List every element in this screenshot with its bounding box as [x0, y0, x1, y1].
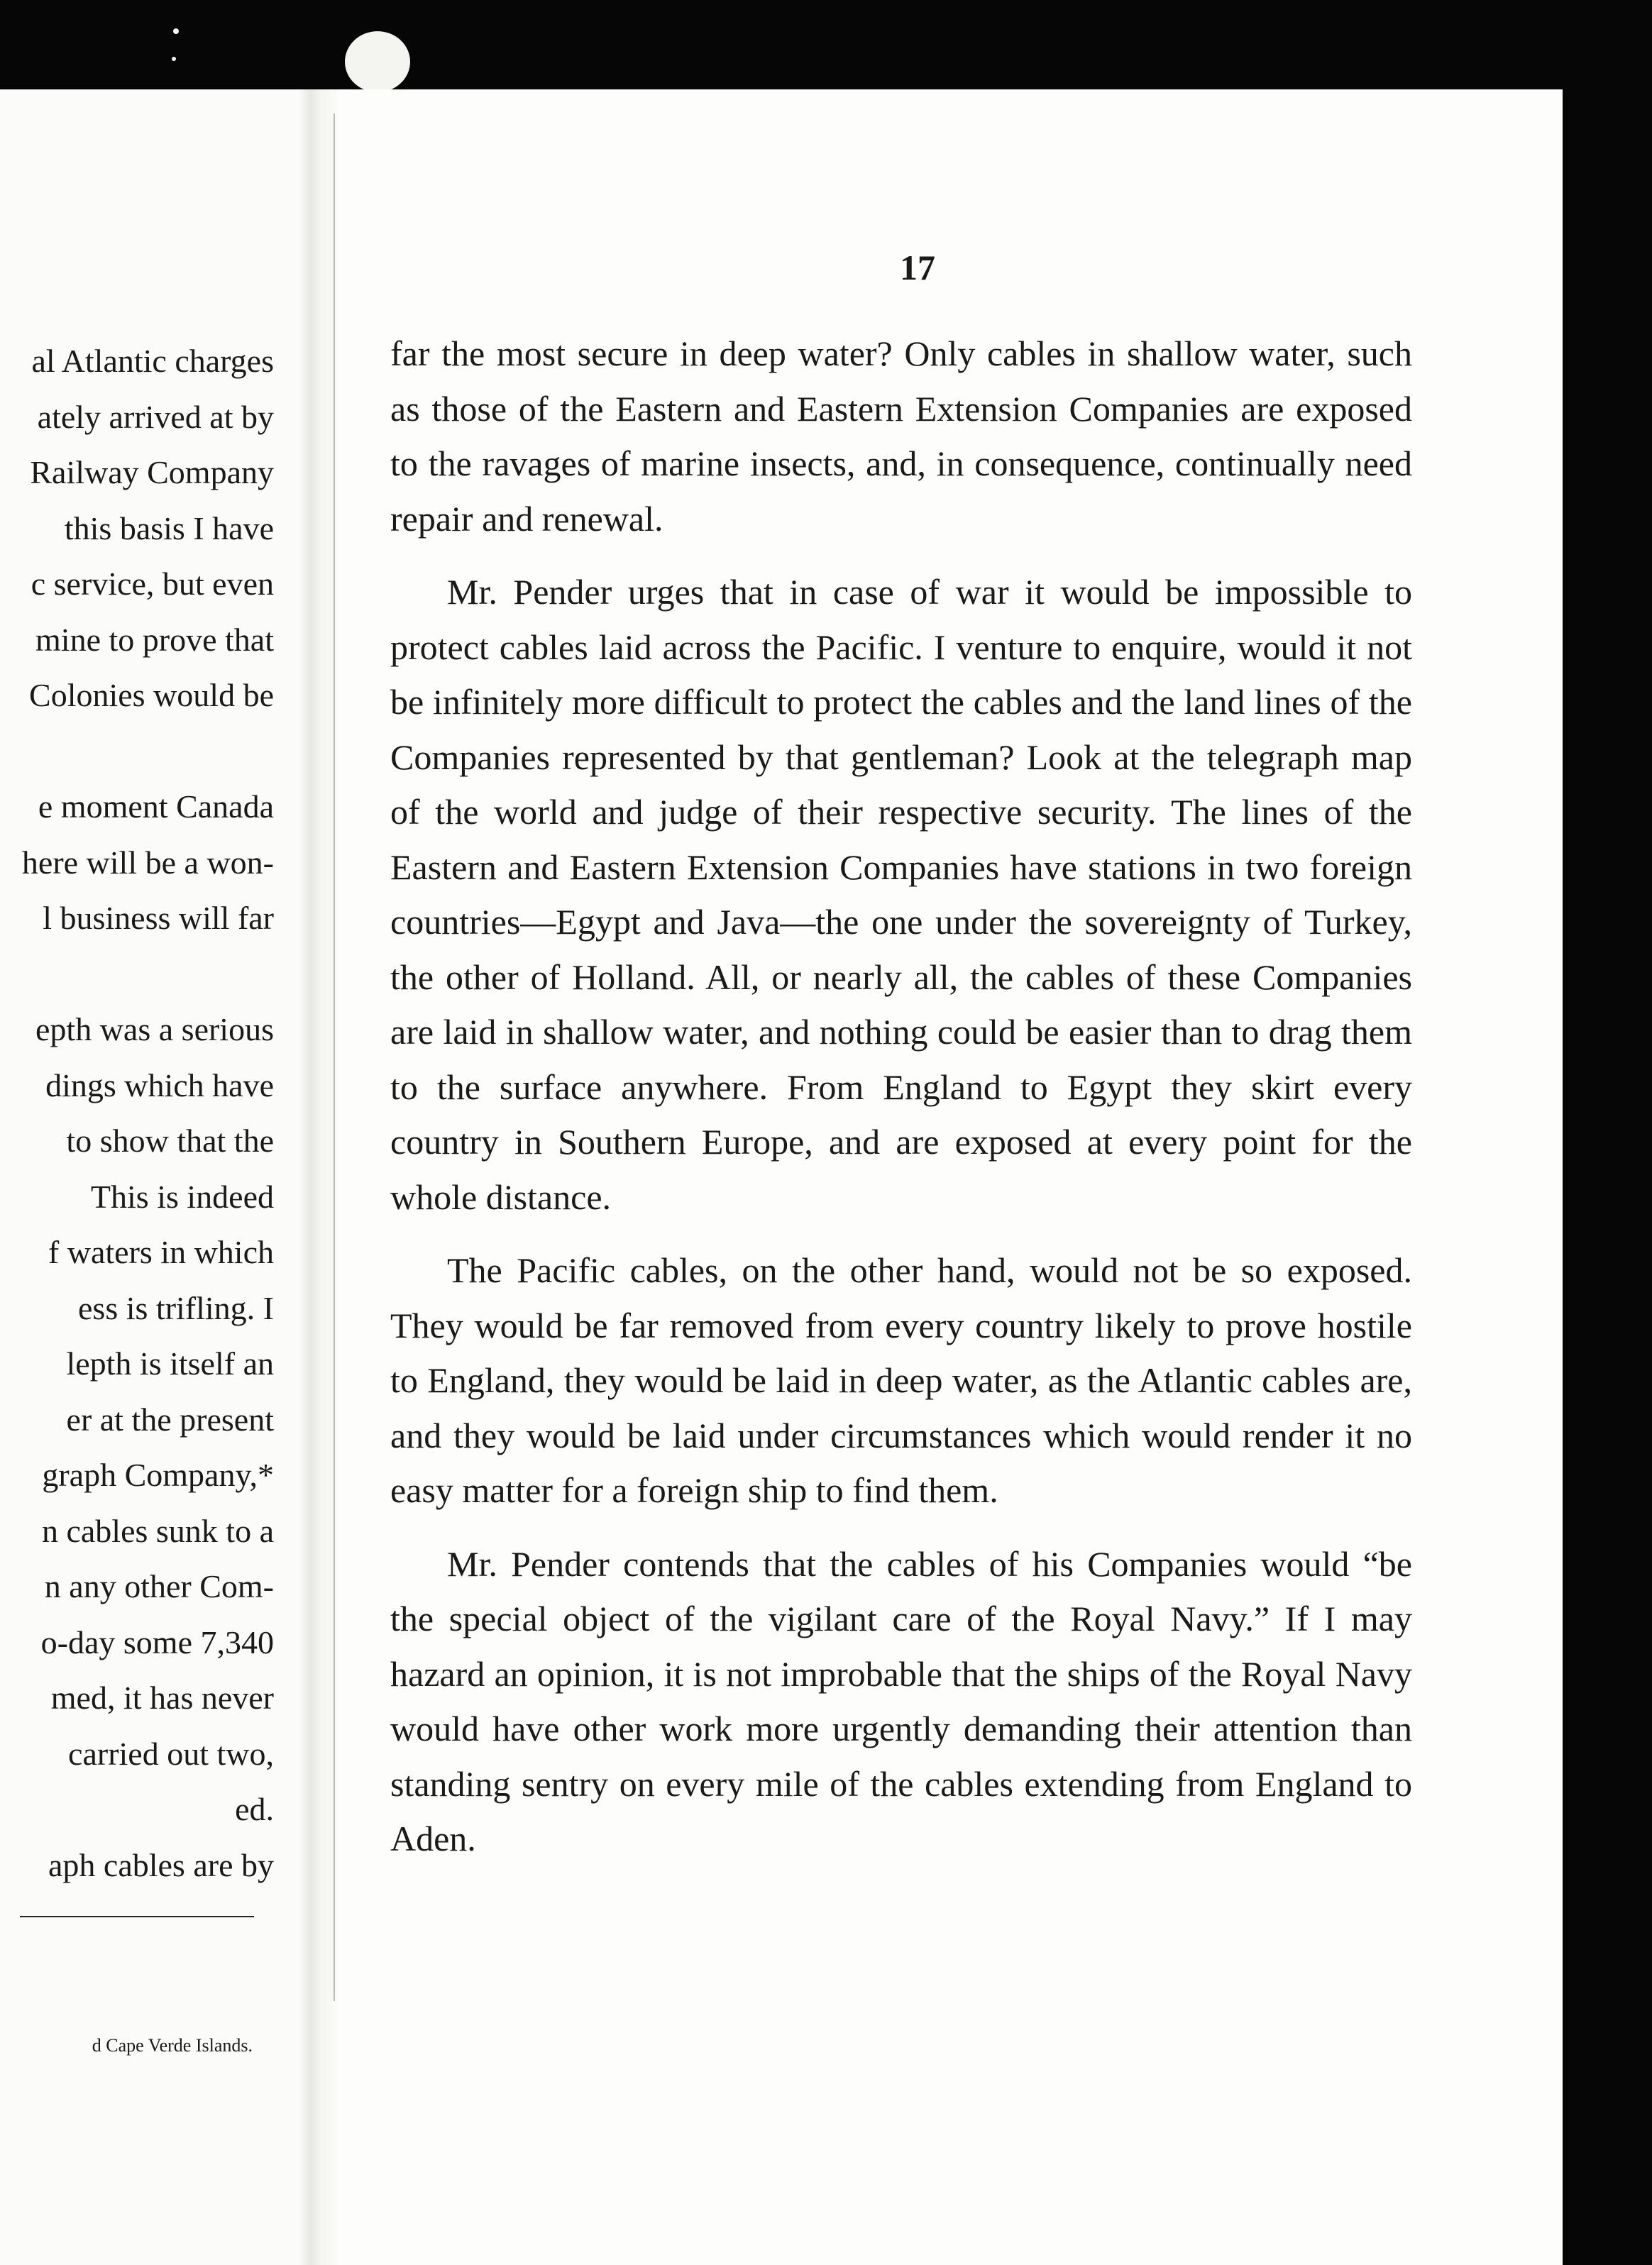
previous-page-line: to show that the: [66, 1123, 274, 1159]
paragraph: Mr. Pender contends that the cables of his Companies would “be the special object of the vigilant care of the Royal Navy.” If I may hazard an opinion, it is not improbable that the ships of the Royal Navy would have other work more urgently demanding their attention than standing sentry on every mile of the cables extending from England to Aden.: [390, 1543, 1412, 1858]
previous-page-line: carried out two,: [68, 1735, 274, 1772]
paragraph: Mr. Pender urges that in case of war it would be impossible to protect cables laid across the Pacific. I venture to enquire, would it not be infinitely more difficult to protect the cables and the land lines of the Companies represented by that gentleman? Look at the telegraph map of the world and judge of their respective security. The lines of the Eastern and Eastern Extension Companies have stations in two foreign countries—Egypt and Java—the one under the sovereignty of Turkey, the other of Holland. All, or nearly all, the cables of these Companies are laid in shallow water, and nothing could be easier than to drag them to the surface anywhere. From England to Egypt they skirt every country in Southern Europe, and are exposed at every point for the whole distance.: [390, 572, 1412, 1217]
dust-speck: [345, 31, 410, 92]
gutter-line: [334, 114, 335, 2001]
previous-page-line: n cables sunk to a: [41, 1512, 274, 1549]
previous-page-line: n any other Com-: [44, 1568, 274, 1604]
previous-page-line: o-day some 7,340: [40, 1624, 274, 1660]
previous-page-line: This is indeed: [90, 1178, 274, 1215]
paragraph: The Pacific cables, on the other hand, would not be so exposed. They would be far removed from every country likely to prove hostile to England, they would be laid in deep water, as the Atlantic cables are, and they would be laid under circumstances which would render it no easy matter for a foreign ship to find them.: [390, 1250, 1412, 1510]
previous-page-line: aph cables are by: [48, 1846, 274, 1883]
previous-page-line: this basis I have: [64, 509, 274, 546]
previous-page-fragment: [0, 89, 309, 2265]
previous-page-line: al Atlantic charges: [31, 343, 274, 379]
previous-page-line: mine to prove that: [35, 621, 274, 658]
previous-page-line: dings which have: [45, 1067, 274, 1103]
previous-page-line: e moment Canada: [38, 788, 274, 825]
previous-page-line: f waters in which: [48, 1234, 274, 1270]
gutter-shadow: [299, 89, 309, 2265]
previous-page-line: ess is trifling. I: [78, 1289, 274, 1326]
previous-page-line: epth was a serious: [35, 1011, 274, 1047]
previous-page-line: Railway Company: [30, 454, 274, 490]
previous-page-line: graph Company,*: [42, 1457, 274, 1493]
paragraph: far the most secure in deep water? Only cables in shallow water, such as those of the Eastern and Eastern Extension Companies are exposed to the ravages of marine insects, and, in consequence, continually need repair and renewal.: [390, 334, 1412, 539]
previous-page-line: c service, but even: [31, 566, 274, 602]
page-body: [390, 326, 1412, 1867]
previous-page-line: here will be a won-: [21, 844, 274, 881]
previous-page-line: ately arrived at by: [37, 398, 274, 435]
page-number: 17: [900, 248, 935, 287]
previous-page-line: Colonies would be: [29, 677, 274, 713]
previous-page-line: l business will far: [43, 900, 274, 936]
dust-speck: [172, 57, 176, 61]
previous-page-footnote: d Cape Verde Islands.: [92, 2035, 253, 2056]
previous-page-line: med, it has never: [50, 1680, 274, 1716]
previous-page-line: ed.: [235, 1791, 274, 1827]
dust-speck: [173, 28, 179, 34]
previous-page-line: er at the present: [66, 1401, 274, 1438]
footnote-rule: [20, 1916, 254, 1917]
previous-page-line: lepth is itself an: [66, 1345, 274, 1382]
